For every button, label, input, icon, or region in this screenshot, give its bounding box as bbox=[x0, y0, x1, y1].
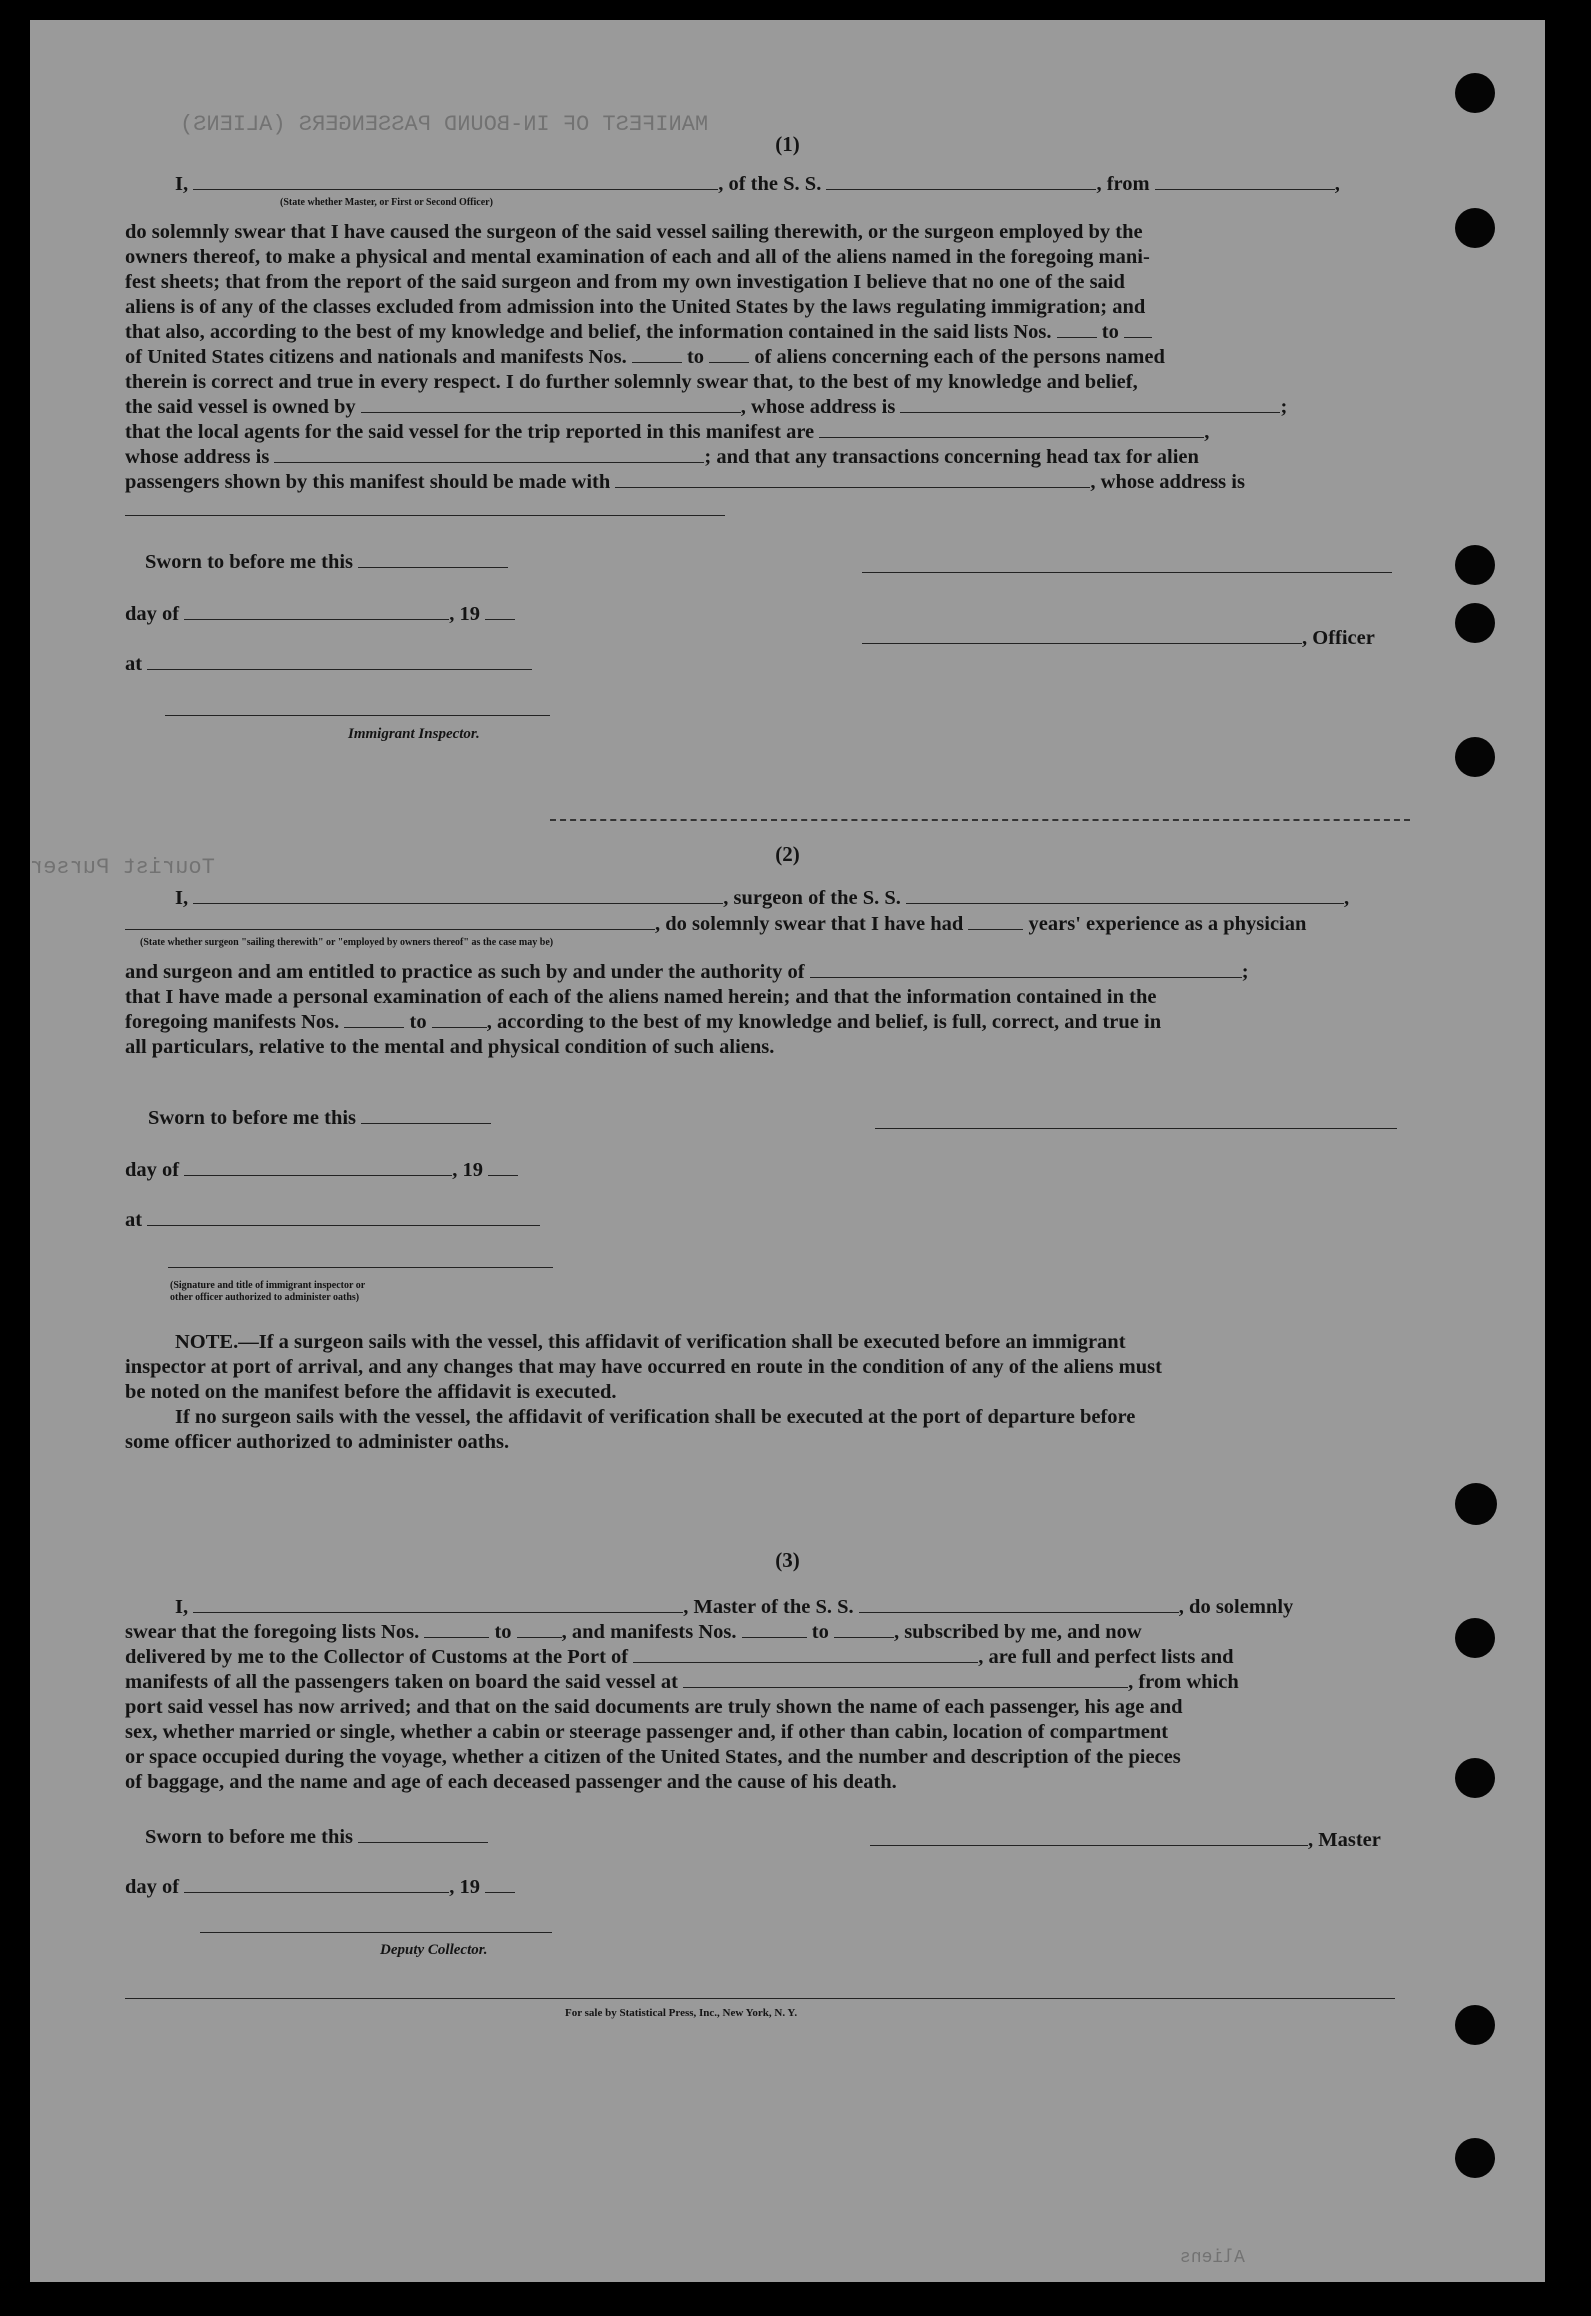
surgeon-vessel-blank[interactable] bbox=[906, 887, 1344, 904]
officer-note: (State whether Master, or First or Second Officer) bbox=[280, 197, 493, 208]
sworn-day-blank[interactable] bbox=[358, 551, 508, 568]
sworn-at-blank[interactable] bbox=[147, 1209, 540, 1226]
bleed-through-header: MANIFEST OF IN-BOUND PASSENGERS (ALIENS) bbox=[180, 112, 709, 137]
collector-signature-line[interactable] bbox=[200, 1932, 552, 1933]
surgeon-manifest-to-blank[interactable] bbox=[432, 1011, 487, 1028]
list-no-to-blank[interactable] bbox=[1124, 321, 1152, 338]
surgeon-manifest-from-blank[interactable] bbox=[344, 1011, 404, 1028]
lists-to-blank[interactable] bbox=[517, 1621, 562, 1638]
punch-hole bbox=[1455, 73, 1495, 113]
footer-rule bbox=[125, 1998, 1395, 1999]
manifests-from-blank[interactable] bbox=[742, 1621, 807, 1638]
surgeon-signature-line[interactable] bbox=[875, 1128, 1397, 1129]
agents-address-blank[interactable] bbox=[274, 446, 704, 463]
sworn-year-blank[interactable] bbox=[485, 1876, 515, 1893]
signature-note: other officer authorized to administer oaths) bbox=[170, 1292, 360, 1303]
note-paragraph: NOTE.—If a surgeon sails with the vessel, this affidavit of verification shall be executed before an immigrant bbox=[175, 1331, 1126, 1353]
collector-caption: Deputy Collector. bbox=[380, 1942, 488, 1958]
manifest-affidavit-sheet: MANIFEST OF IN-BOUND PASSENGERS (ALIENS) Tourist Purser Aliens (1) I, , of the S. S. , from , (State whether Master, or First or Second Officer) do solemnly swear that I have caused the surgeon of the said vessel sailing therewith, or the surgeon employed by the owners thereof, to make a physical and mental examination of each and all of the aliens named in the foregoing mani- fest sheets; that from the report of the said surgeon and from my own investigation I believe that no one of the said aliens is of any of the classes excluded from admission into the United States by the laws regulating immigration; and that also, according to the best of my knowledge and belief, the information contained in the said lists Nos. to of United States citizens and nationals and manifests Nos. to of aliens concerning each of the persons named therein is correct and true in every respect. I do further solemnly swear that, to the best of my knowledge and belief, the said vessel is owned by , whose address is ; that the local agents for the said vessel for the trip reported in this manifest are , whose address is ; and that any transactions concerning head tax for alien passengers shown by this manifest should be made with , whose address is Sworn to before me this day of , 19 , Officer at Immigrant Inspector. (2) I, , surgeon of the S. S. , , do solemnly swear that I have had years' experience as a physician (State whether surgeon "sailing therewith" or "employed by owners thereof" as the case may be) and surgeon and am entitled to practice as such by and under the authority of ; that I have made a personal examination of each of the aliens named herein; and that the information contained in the foregoing manifests Nos. to , according to the best of my knowledge and belief, is full, correct, and true in all particulars, relative to the mental and physical condition of such aliens. Sworn to before me this day of , 19 at (Signature and title of immigrant inspector or other officer authorized to administer oaths) NOTE.—If a surgeon sails with the vessel, this affidavit of verification shall be executed before an immigrant inspector at port of arrival, and any changes that may have occurred en route in the condition of any of the aliens must be noted on the manifest before the affidavit is executed. If no surgeon sails with the vessel, the affidavit of verification shall be executed at the port of departure before some officer authorized to administer oaths. (3) I, , Master of the S. S. , do solemnly swear that the foregoing lists Nos. to , and manifests Nos. to , subscribed by me, and now delivered by me to the Collector of Customs at the Port of , are full and perfect lists and manifests of all the passengers taken on board the said vessel at , from which port said vessel has now arrived; and that on the said documents are truly shown the name of each passenger, his age and sex, whether married or single, whether a cabin or steerage passenger and, if other than cabin, location of compartment or space occupied during the voyage, whether a citizen of the United States, and the number and description of the pieces of baggage, and the name and age of each deceased passenger and the cause of his death. Sworn to before me this , Master day of , 19 Deputy Collector. For sale by Statistical Press, Inc., New York, N. Y. bbox=[30, 20, 1545, 2282]
list-no-from-blank[interactable] bbox=[1057, 321, 1097, 338]
surgeon-name-blank[interactable] bbox=[193, 887, 723, 904]
punch-hole bbox=[1455, 603, 1495, 643]
local-agents-blank[interactable] bbox=[819, 421, 1204, 438]
note-paragraph: If no surgeon sails with the vessel, the affidavit of verification shall be executed at the port of departure before bbox=[175, 1406, 1136, 1428]
owner-address-blank[interactable] bbox=[900, 396, 1280, 413]
bleed-through-bottom: Aliens bbox=[1180, 2248, 1245, 2268]
officer-name-blank[interactable] bbox=[193, 173, 718, 190]
master-line-1: I, , of the S. S. , from , bbox=[175, 173, 1340, 195]
punch-hole bbox=[1455, 1618, 1495, 1658]
years-experience-blank[interactable] bbox=[968, 913, 1023, 930]
manifest-no-from-blank[interactable] bbox=[632, 346, 682, 363]
authority-blank[interactable] bbox=[810, 961, 1242, 978]
owner-blank[interactable] bbox=[361, 396, 741, 413]
vessel-name-blank[interactable] bbox=[826, 173, 1096, 190]
manifest-no-to-blank[interactable] bbox=[709, 346, 749, 363]
from-port-blank[interactable] bbox=[1155, 173, 1335, 190]
sworn-day-blank[interactable] bbox=[358, 1826, 488, 1843]
sworn-year-blank[interactable] bbox=[485, 603, 515, 620]
punch-hole bbox=[1455, 1758, 1495, 1798]
section-number: (3) bbox=[775, 1548, 800, 1572]
master-signature-line[interactable] bbox=[870, 1829, 1308, 1846]
punch-hole bbox=[1455, 545, 1495, 585]
boarding-port-blank[interactable] bbox=[683, 1671, 1128, 1688]
sworn-day-blank[interactable] bbox=[361, 1107, 491, 1124]
punch-hole bbox=[1455, 2138, 1495, 2178]
punch-hole bbox=[1455, 737, 1495, 777]
surgeon-status-blank[interactable] bbox=[125, 913, 655, 930]
customs-port-blank[interactable] bbox=[633, 1646, 978, 1663]
manifests-to-blank[interactable] bbox=[834, 1621, 894, 1638]
signature-note: (Signature and title of immigrant inspector or bbox=[170, 1280, 366, 1291]
vessel-name-blank[interactable] bbox=[859, 1596, 1179, 1613]
sworn-month-blank[interactable] bbox=[184, 603, 449, 620]
sworn-at-blank[interactable] bbox=[147, 653, 532, 670]
punch-hole bbox=[1455, 208, 1495, 248]
lists-from-blank[interactable] bbox=[424, 1621, 489, 1638]
sworn-month-blank[interactable] bbox=[184, 1876, 449, 1893]
sworn-year-blank[interactable] bbox=[488, 1159, 518, 1176]
section-divider bbox=[550, 819, 1410, 821]
section-number: (1) bbox=[775, 132, 800, 156]
section-number: (2) bbox=[775, 842, 800, 866]
head-tax-party-blank[interactable] bbox=[615, 471, 1090, 488]
punch-hole bbox=[1455, 2005, 1495, 2045]
master-signature-line[interactable] bbox=[862, 572, 1392, 573]
master-name-blank[interactable] bbox=[193, 1596, 683, 1613]
sworn-month-blank[interactable] bbox=[184, 1159, 452, 1176]
printer-imprint: For sale by Statistical Press, Inc., New York, N. Y. bbox=[565, 2007, 798, 2019]
surgeon-note: (State whether surgeon "sailing therewith" or "employed by owners thereof" as the case may be) bbox=[140, 937, 554, 948]
inspector-caption: Immigrant Inspector. bbox=[348, 726, 480, 742]
address-continuation-line[interactable] bbox=[125, 515, 725, 516]
inspector-signature-line[interactable] bbox=[165, 715, 550, 716]
punch-hole bbox=[1455, 1483, 1497, 1525]
bleed-through-side: Tourist Purser bbox=[30, 855, 215, 880]
official-signature-line[interactable] bbox=[168, 1267, 553, 1268]
officer-signature-line[interactable] bbox=[862, 627, 1302, 644]
